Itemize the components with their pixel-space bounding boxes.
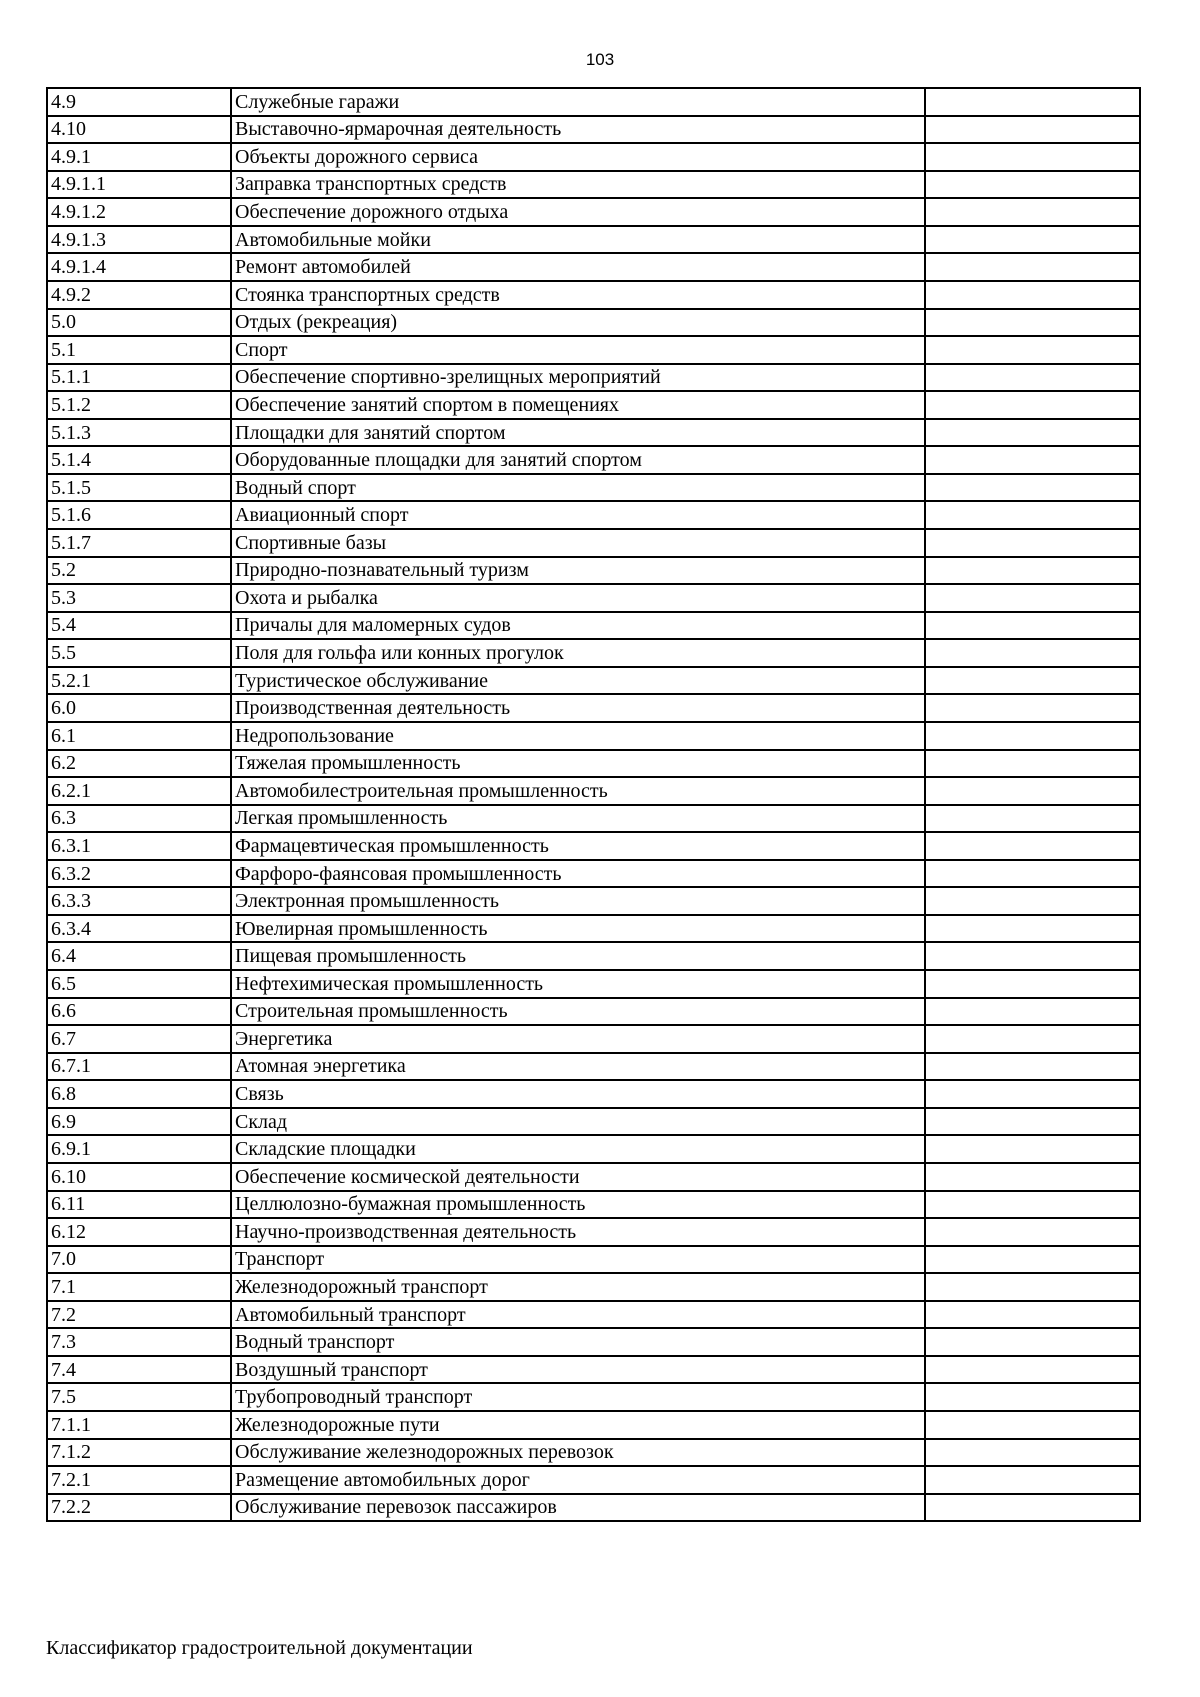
table-row — [47, 860, 1140, 888]
name-cell: Обеспечение дорожного отдыха — [231, 198, 925, 226]
name-cell: Ремонт автомобилей — [231, 253, 925, 281]
table-row — [47, 1328, 1140, 1356]
table-row — [47, 391, 1140, 419]
table-row — [47, 777, 1140, 805]
extra-cell — [925, 446, 1140, 474]
extra-cell — [925, 612, 1140, 640]
extra-cell — [925, 832, 1140, 860]
code-cell: 6.8 — [47, 1080, 231, 1108]
code-cell: 5.1.2 — [47, 391, 231, 419]
extra-cell — [925, 226, 1140, 254]
name-cell: Охота и рыбалка — [231, 584, 925, 612]
table-row — [47, 1025, 1140, 1053]
extra-cell — [925, 529, 1140, 557]
code-cell: 6.6 — [47, 998, 231, 1026]
extra-cell — [925, 667, 1140, 695]
extra-cell — [925, 1411, 1140, 1439]
classifier-table-body — [47, 88, 1140, 1521]
code-cell: 4.9 — [47, 88, 231, 116]
extra-cell — [925, 1053, 1140, 1081]
extra-cell — [925, 501, 1140, 529]
table-row — [47, 667, 1140, 695]
name-cell: Складские площадки — [231, 1135, 925, 1163]
extra-cell — [925, 253, 1140, 281]
code-cell: 4.9.1.2 — [47, 198, 231, 226]
name-cell: Поля для гольфа или конных прогулок — [231, 639, 925, 667]
code-cell: 6.2.1 — [47, 777, 231, 805]
name-cell: Нефтехимическая промышленность — [231, 970, 925, 998]
table-row — [47, 970, 1140, 998]
table-row — [47, 501, 1140, 529]
name-cell: Объекты дорожного сервиса — [231, 143, 925, 171]
name-cell: Авиационный спорт — [231, 501, 925, 529]
name-cell: Причалы для маломерных судов — [231, 612, 925, 640]
extra-cell — [925, 143, 1140, 171]
code-cell: 5.1.6 — [47, 501, 231, 529]
extra-cell — [925, 805, 1140, 833]
code-cell: 4.9.1.3 — [47, 226, 231, 254]
extra-cell — [925, 1494, 1140, 1522]
extra-cell — [925, 1163, 1140, 1191]
extra-cell — [925, 336, 1140, 364]
name-cell: Водный спорт — [231, 474, 925, 502]
table-row — [47, 612, 1140, 640]
name-cell: Электронная промышленность — [231, 887, 925, 915]
table-row — [47, 1191, 1140, 1219]
code-cell: 5.1.3 — [47, 419, 231, 447]
table-row — [47, 529, 1140, 557]
extra-cell — [925, 1466, 1140, 1494]
code-cell: 5.1.5 — [47, 474, 231, 502]
code-cell: 7.2.1 — [47, 1466, 231, 1494]
extra-cell — [925, 1356, 1140, 1384]
name-cell: Энергетика — [231, 1025, 925, 1053]
code-cell: 5.1.1 — [47, 364, 231, 392]
name-cell: Размещение автомобильных дорог — [231, 1466, 925, 1494]
extra-cell — [925, 1135, 1140, 1163]
code-cell: 6.9 — [47, 1108, 231, 1136]
table-row — [47, 694, 1140, 722]
table-row — [47, 942, 1140, 970]
table-row — [47, 1273, 1140, 1301]
name-cell: Спортивные базы — [231, 529, 925, 557]
code-cell: 6.3.3 — [47, 887, 231, 915]
table-row — [47, 1439, 1140, 1467]
name-cell: Ювелирная промышленность — [231, 915, 925, 943]
extra-cell — [925, 309, 1140, 337]
code-cell: 7.4 — [47, 1356, 231, 1384]
extra-cell — [925, 198, 1140, 226]
extra-cell — [925, 474, 1140, 502]
table-row — [47, 1383, 1140, 1411]
extra-cell — [925, 750, 1140, 778]
extra-cell — [925, 639, 1140, 667]
name-cell: Обеспечение занятий спортом в помещениях — [231, 391, 925, 419]
table-row — [47, 116, 1140, 144]
table-row — [47, 419, 1140, 447]
extra-cell — [925, 364, 1140, 392]
code-cell: 5.2 — [47, 557, 231, 585]
name-cell: Производственная деятельность — [231, 694, 925, 722]
table-row — [47, 1218, 1140, 1246]
extra-cell — [925, 116, 1140, 144]
name-cell: Обеспечение космической деятельности — [231, 1163, 925, 1191]
extra-cell — [925, 584, 1140, 612]
code-cell: 5.1 — [47, 336, 231, 364]
name-cell: Железнодорожные пути — [231, 1411, 925, 1439]
code-cell: 7.1.1 — [47, 1411, 231, 1439]
extra-cell — [925, 281, 1140, 309]
extra-cell — [925, 1108, 1140, 1136]
extra-cell — [925, 1246, 1140, 1274]
name-cell: Легкая промышленность — [231, 805, 925, 833]
table-row — [47, 281, 1140, 309]
code-cell: 7.2.2 — [47, 1494, 231, 1522]
extra-cell — [925, 722, 1140, 750]
name-cell: Площадки для занятий спортом — [231, 419, 925, 447]
name-cell: Служебные гаражи — [231, 88, 925, 116]
code-cell: 5.2.1 — [47, 667, 231, 695]
page-number: 103 — [585, 50, 615, 69]
extra-cell — [925, 970, 1140, 998]
table-row — [47, 1053, 1140, 1081]
table-row — [47, 557, 1140, 585]
name-cell: Склад — [231, 1108, 925, 1136]
code-cell: 7.5 — [47, 1383, 231, 1411]
name-cell: Строительная промышленность — [231, 998, 925, 1026]
extra-cell — [925, 1273, 1140, 1301]
code-cell: 6.2 — [47, 750, 231, 778]
table-row — [47, 364, 1140, 392]
code-cell: 6.7.1 — [47, 1053, 231, 1081]
name-cell: Тяжелая промышленность — [231, 750, 925, 778]
code-cell: 6.3.2 — [47, 860, 231, 888]
name-cell: Автомобильные мойки — [231, 226, 925, 254]
name-cell: Обслуживание железнодорожных перевозок — [231, 1439, 925, 1467]
code-cell: 6.11 — [47, 1191, 231, 1219]
name-cell: Пищевая промышленность — [231, 942, 925, 970]
name-cell: Железнодорожный транспорт — [231, 1273, 925, 1301]
extra-cell — [925, 88, 1140, 116]
name-cell: Недропользование — [231, 722, 925, 750]
name-cell: Природно-познавательный туризм — [231, 557, 925, 585]
name-cell: Отдых (рекреация) — [231, 309, 925, 337]
table-row — [47, 226, 1140, 254]
table-row — [47, 1466, 1140, 1494]
extra-cell — [925, 887, 1140, 915]
table-row — [47, 750, 1140, 778]
table-row — [47, 639, 1140, 667]
name-cell: Научно-производственная деятельность — [231, 1218, 925, 1246]
name-cell: Транспорт — [231, 1246, 925, 1274]
code-cell: 6.0 — [47, 694, 231, 722]
table-row — [47, 1080, 1140, 1108]
table-row — [47, 998, 1140, 1026]
extra-cell — [925, 1383, 1140, 1411]
table-row — [47, 1135, 1140, 1163]
name-cell: Целлюлозно-бумажная промышленность — [231, 1191, 925, 1219]
code-cell: 6.9.1 — [47, 1135, 231, 1163]
table-row — [47, 1301, 1140, 1329]
name-cell: Обеспечение спортивно-зрелищных мероприятий — [231, 364, 925, 392]
extra-cell — [925, 171, 1140, 199]
name-cell: Фармацевтическая промышленность — [231, 832, 925, 860]
extra-cell — [925, 998, 1140, 1026]
code-cell: 6.4 — [47, 942, 231, 970]
table-row — [47, 1411, 1140, 1439]
extra-cell — [925, 1025, 1140, 1053]
code-cell: 6.12 — [47, 1218, 231, 1246]
table-row — [47, 474, 1140, 502]
extra-cell — [925, 1439, 1140, 1467]
table-row — [47, 1246, 1140, 1274]
extra-cell — [925, 1080, 1140, 1108]
table-row — [47, 171, 1140, 199]
code-cell: 7.0 — [47, 1246, 231, 1274]
name-cell: Фарфоро-фаянсовая промышленность — [231, 860, 925, 888]
extra-cell — [925, 777, 1140, 805]
code-cell: 5.5 — [47, 639, 231, 667]
code-cell: 4.9.1 — [47, 143, 231, 171]
table-row — [47, 584, 1140, 612]
name-cell: Туристическое обслуживание — [231, 667, 925, 695]
table-row — [47, 143, 1140, 171]
extra-cell — [925, 1328, 1140, 1356]
extra-cell — [925, 419, 1140, 447]
table-row — [47, 722, 1140, 750]
extra-cell — [925, 1191, 1140, 1219]
code-cell: 6.5 — [47, 970, 231, 998]
code-cell: 5.4 — [47, 612, 231, 640]
name-cell: Заправка транспортных средств — [231, 171, 925, 199]
code-cell: 5.3 — [47, 584, 231, 612]
code-cell: 6.1 — [47, 722, 231, 750]
classifier-table — [46, 87, 1141, 1522]
code-cell: 7.1 — [47, 1273, 231, 1301]
name-cell: Воздушный транспорт — [231, 1356, 925, 1384]
extra-cell — [925, 557, 1140, 585]
extra-cell — [925, 694, 1140, 722]
code-cell: 4.10 — [47, 116, 231, 144]
name-cell: Трубопроводный транспорт — [231, 1383, 925, 1411]
table-row — [47, 832, 1140, 860]
code-cell: 6.3 — [47, 805, 231, 833]
table-row — [47, 887, 1140, 915]
table-row — [47, 253, 1140, 281]
code-cell: 6.7 — [47, 1025, 231, 1053]
extra-cell — [925, 1301, 1140, 1329]
table-row — [47, 1163, 1140, 1191]
code-cell: 7.1.2 — [47, 1439, 231, 1467]
code-cell: 4.9.1.4 — [47, 253, 231, 281]
code-cell: 6.3.1 — [47, 832, 231, 860]
code-cell: 4.9.2 — [47, 281, 231, 309]
name-cell: Атомная энергетика — [231, 1053, 925, 1081]
table-row — [47, 805, 1140, 833]
code-cell: 4.9.1.1 — [47, 171, 231, 199]
name-cell: Выставочно-ярмарочная деятельность — [231, 116, 925, 144]
name-cell: Обслуживание перевозок пассажиров — [231, 1494, 925, 1522]
footer-caption: Классификатор градостроительной документации — [46, 1637, 473, 1659]
extra-cell — [925, 391, 1140, 419]
code-cell: 6.10 — [47, 1163, 231, 1191]
name-cell: Водный транспорт — [231, 1328, 925, 1356]
table-row — [47, 88, 1140, 116]
code-cell: 5.1.7 — [47, 529, 231, 557]
code-cell: 6.3.4 — [47, 915, 231, 943]
extra-cell — [925, 860, 1140, 888]
name-cell: Стоянка транспортных средств — [231, 281, 925, 309]
name-cell: Спорт — [231, 336, 925, 364]
extra-cell — [925, 942, 1140, 970]
table-row — [47, 915, 1140, 943]
code-cell: 5.0 — [47, 309, 231, 337]
table-row — [47, 1356, 1140, 1384]
extra-cell — [925, 1218, 1140, 1246]
name-cell: Автомобильный транспорт — [231, 1301, 925, 1329]
table-row — [47, 309, 1140, 337]
name-cell: Оборудованные площадки для занятий спортом — [231, 446, 925, 474]
table-row — [47, 1108, 1140, 1136]
table-row — [47, 446, 1140, 474]
code-cell: 7.3 — [47, 1328, 231, 1356]
table-row — [47, 198, 1140, 226]
name-cell: Связь — [231, 1080, 925, 1108]
table-row — [47, 1494, 1140, 1522]
name-cell: Автомобилестроительная промышленность — [231, 777, 925, 805]
code-cell: 7.2 — [47, 1301, 231, 1329]
code-cell: 5.1.4 — [47, 446, 231, 474]
extra-cell — [925, 915, 1140, 943]
table-row — [47, 336, 1140, 364]
